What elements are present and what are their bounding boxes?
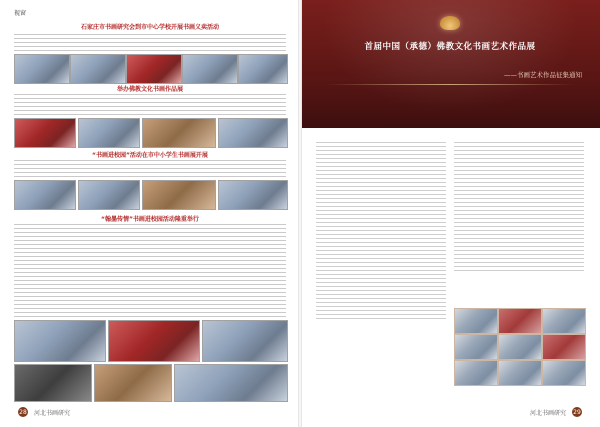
left-photo-1a	[14, 54, 70, 84]
hero-title: 首届中国（承德）佛教文化书画艺术作品展	[364, 42, 536, 52]
left-text-1	[14, 34, 286, 52]
col2-text-lines	[454, 142, 584, 272]
left-section-4	[14, 214, 286, 223]
left-photo-3a	[14, 180, 76, 210]
right-photo-4	[454, 334, 498, 360]
right-photo-2	[498, 308, 542, 334]
left-photo-3b	[78, 180, 140, 210]
left-photo-4a	[14, 320, 106, 362]
left-photo-4c	[202, 320, 288, 362]
left-text-4	[14, 224, 286, 318]
left-photo-2b	[78, 118, 140, 148]
left-photo-4d	[14, 364, 92, 402]
right-page	[300, 0, 600, 427]
left-section-title-3: “书画进校园”活动在市中小学生书画展开展	[92, 152, 208, 159]
right-footer-label: 河北书画研究	[529, 409, 566, 417]
left-photo-1d	[182, 54, 238, 84]
left-header: 视窗	[14, 10, 27, 17]
left-photo-2a	[14, 118, 76, 148]
hero-subtitle: ——书画艺术作品征集通知	[504, 71, 582, 79]
right-photo-6	[542, 334, 586, 360]
left-photo-1b	[70, 54, 126, 84]
col1-text-lines	[316, 142, 446, 322]
right-photo-5	[498, 334, 542, 360]
right-photo-1	[454, 308, 498, 334]
left-photo-4e	[94, 364, 172, 402]
left-section-title-1: 石家庄市书画研究会到市中心学校开展书画义卖活动	[80, 24, 219, 31]
right-photo-7	[454, 360, 498, 386]
left-text-3	[14, 160, 286, 178]
left-section-3	[14, 150, 286, 159]
hero-banner	[300, 0, 600, 128]
hero-divider	[326, 84, 574, 85]
left-photo-3c	[142, 180, 216, 210]
right-column-2	[454, 138, 584, 272]
page-gutter	[298, 0, 302, 427]
left-photo-2d	[218, 118, 288, 148]
left-photo-4b	[108, 320, 200, 362]
left-photo-2c	[142, 118, 216, 148]
right-footer	[530, 407, 582, 417]
left-photo-1e	[238, 54, 288, 84]
left-section-2	[14, 84, 286, 93]
left-section-title-2: 举办佛教文化书画作品展	[116, 86, 183, 93]
left-footer	[18, 407, 70, 417]
left-footer-label: 河北书画研究	[34, 409, 71, 417]
lotus-icon	[440, 16, 460, 30]
right-photo-9	[542, 360, 586, 386]
left-photo-3d	[218, 180, 288, 210]
left-section-1	[14, 22, 286, 31]
left-photo-4f	[174, 364, 288, 402]
right-photo-3	[542, 308, 586, 334]
right-photo-8	[498, 360, 542, 386]
left-section-title-4: “翰墨传情”书画进校园活动隆重举行	[101, 216, 199, 223]
right-page-number: 29	[573, 408, 581, 416]
right-column-1	[316, 138, 446, 322]
left-text-2	[14, 94, 286, 116]
right-photo-grid	[454, 308, 584, 386]
left-photo-1c	[126, 54, 182, 84]
left-page-number: 28	[19, 408, 27, 416]
